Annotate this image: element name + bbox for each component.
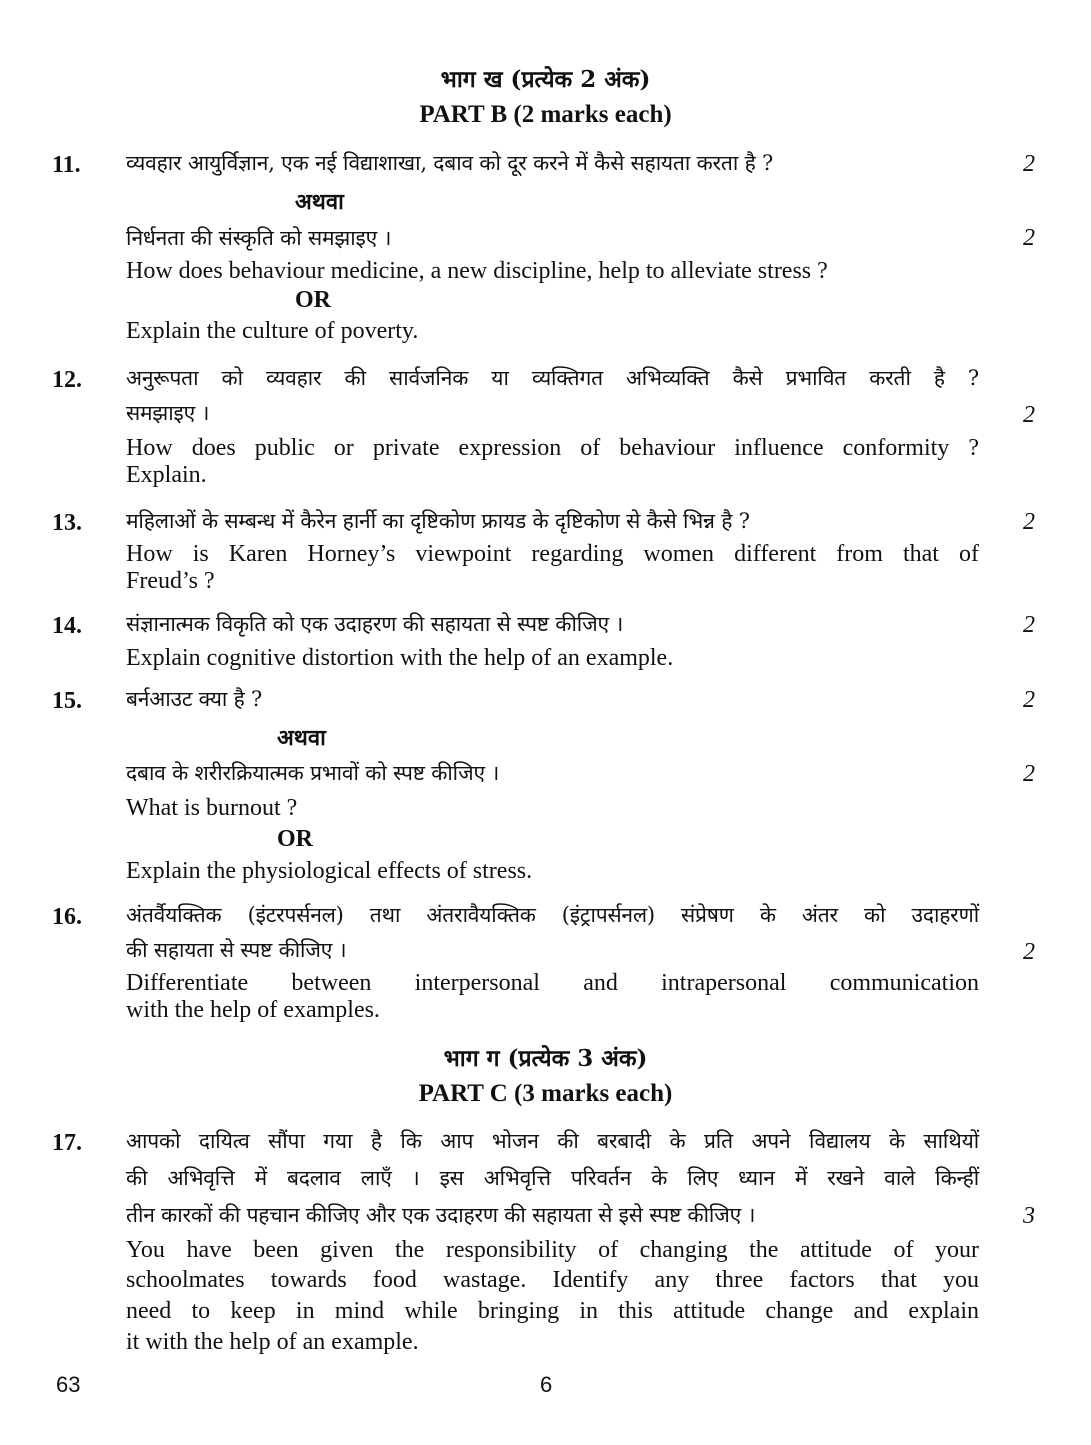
part-b-heading-english: PART B (2 marks each) [419,101,672,128]
alternative-marks: 2 [1023,225,1035,251]
question-marks: 3 [1023,1203,1035,1229]
question-text-english: How does behaviour medicine, a new discipline, help to alleviate stress ? [126,258,828,284]
question-text-english-line3: need to keep in mind while bringing in this attitude change and explain [126,1298,979,1324]
question-text-english-line2: with the help of examples. [126,997,380,1023]
or-separator-english: OR [295,287,331,313]
question-text-english-line2: Explain. [126,462,207,488]
question-number: 17. [52,1130,82,1156]
question-number: 16. [52,904,82,930]
question-number: 11. [52,152,81,178]
part-c-heading-hindi: भाग ग (प्रत्येक 3 अंक) [443,1045,648,1072]
question-text-hindi: अंतर्वैयक्तिक (इंटरपर्सनल) तथा अंतरावैयक्तिक (इंट्रापर्सनल) संप्रेषण के अंतर को उदाहरणों [126,903,979,927]
question-text-english: You have been given the responsibility of changing the attitude of your [126,1237,979,1263]
or-separator-english: OR [277,826,313,852]
question-text-english-line2: Freud’s ? [126,568,215,594]
alternative-text-english: Explain the culture of poverty. [126,318,419,344]
or-separator-hindi: अथवा [295,189,344,215]
question-paper-code: 63 [56,1372,81,1397]
question-text-hindi: महिलाओं के सम्बन्ध में कैरेन हार्नी का दृष्टिकोण फ्रायड के दृष्टिकोण से कैसे भिन्न है ? [126,509,750,533]
page-number: 6 [540,1372,553,1397]
question-marks: 2 [1023,402,1035,428]
question-text-hindi-line2: समझाइए । [126,401,210,425]
question-text-hindi-line2: की अभिवृत्ति में बदलाव लाएँ । इस अभिवृत्ति परिवर्तन के लिए ध्यान में रखने वाले किन्हीं [126,1166,979,1190]
question-number: 14. [52,613,82,639]
alternative-text-hindi: दबाव के शरीरक्रियात्मक प्रभावों को स्पष्ट कीजिए । [126,761,500,785]
part-c-heading-english: PART C (3 marks each) [418,1080,673,1107]
alternative-marks: 2 [1023,761,1035,787]
question-number: 15. [52,688,82,714]
question-marks: 2 [1023,939,1035,965]
question-text-english: How does public or private expression of behaviour influence conformity ? [126,435,979,461]
part-b-heading-hindi: भाग ख (प्रत्येक 2 अंक) [440,66,651,93]
question-marks: 2 [1023,612,1035,638]
question-text-english: Differentiate between interpersonal and intrapersonal communication [126,970,979,996]
question-marks: 2 [1023,509,1035,535]
question-text-english: What is burnout ? [126,795,298,821]
alternative-text-hindi: निर्धनता की संस्कृति को समझाइए । [126,226,392,250]
question-marks: 2 [1023,687,1035,713]
question-number: 13. [52,510,82,536]
question-text-hindi: संज्ञानात्मक विकृति को एक उदाहरण की सहायता से स्पष्ट कीजिए । [126,612,624,636]
question-text-hindi-line2: की सहायता से स्पष्ट कीजिए । [126,938,347,962]
question-text-hindi: अनुरूपता को व्यवहार की सार्वजनिक या व्यक्तिगत अभिव्यक्ति कैसे प्रभावित करती है ? [126,366,979,390]
question-text-english-line2: schoolmates towards food wastage. Identify any three factors that you [126,1267,979,1293]
question-text-english-line4: it with the help of an example. [126,1329,419,1355]
question-text-hindi-line3: तीन कारकों की पहचान कीजिए और एक उदाहरण की सहायता से इसे स्पष्ट कीजिए । [126,1203,756,1227]
question-marks: 2 [1023,151,1035,177]
question-text-english: How is Karen Horney’s viewpoint regarding women different from that of [126,541,979,567]
alternative-text-english: Explain the physiological effects of stress. [126,858,533,884]
question-text-english: Explain cognitive distortion with the help of an example. [126,645,674,671]
question-text-hindi: आपको दायित्व सौंपा गया है कि आप भोजन की बरबादी के प्रति अपने विद्यालय के साथियों [126,1129,979,1153]
question-text-hindi: व्यवहार आयुर्विज्ञान, एक नई विद्याशाखा, दबाव को दूर करने में कैसे सहायता करता है ? [126,151,774,175]
question-text-hindi: बर्नआउट क्या है ? [126,687,263,711]
question-number: 12. [52,367,82,393]
or-separator-hindi: अथवा [277,725,326,751]
